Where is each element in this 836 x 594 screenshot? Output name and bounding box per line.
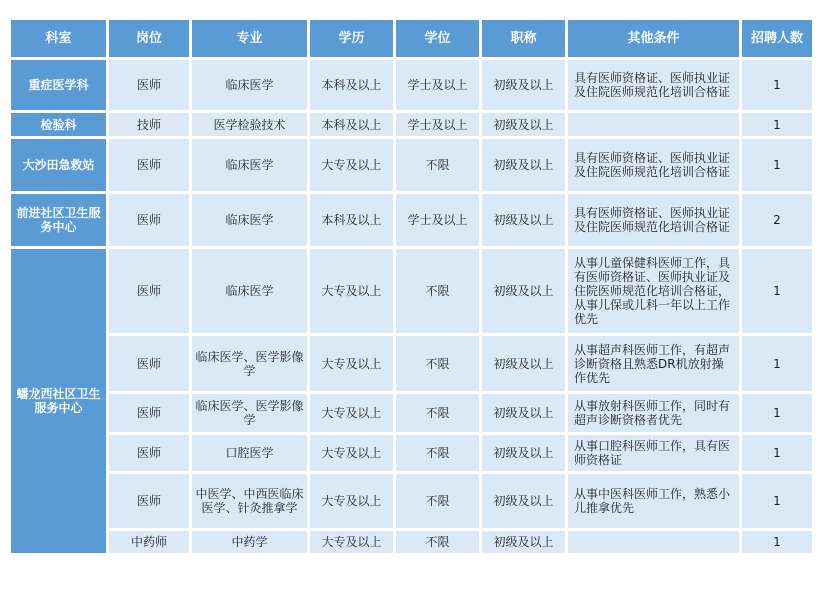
degree-cell: 不限 bbox=[396, 139, 479, 191]
degree-cell: 学士及以上 bbox=[396, 60, 479, 110]
count-cell: 1 bbox=[742, 435, 812, 471]
major-cell: 临床医学 bbox=[192, 194, 307, 246]
count-cell: 2 bbox=[742, 194, 812, 246]
conditions-cell: 从事超声科医师工作，有超声诊断资格且熟悉DR机放射操作优先 bbox=[568, 336, 739, 391]
degree-cell: 不限 bbox=[396, 531, 479, 553]
conditions-cell: 从事口腔科医师工作，具有医师资格证 bbox=[568, 435, 739, 471]
education-cell: 本科及以上 bbox=[310, 60, 393, 110]
education-cell: 大专及以上 bbox=[310, 531, 393, 553]
post-cell: 医师 bbox=[109, 336, 189, 391]
degree-cell: 不限 bbox=[396, 336, 479, 391]
major-cell: 中医学、中西医临床医学、针灸推拿学 bbox=[192, 474, 307, 528]
conditions-cell: 具有医师资格证、医师执业证及住院医师规范化培训合格证 bbox=[568, 139, 739, 191]
table-row bbox=[11, 60, 812, 110]
post-cell: 医师 bbox=[109, 394, 189, 432]
header-conditions: 其他条件 bbox=[568, 20, 739, 57]
major-cell: 医学检验技术 bbox=[192, 113, 307, 136]
title-cell: 初级及以上 bbox=[482, 113, 565, 136]
title-cell: 初级及以上 bbox=[482, 249, 565, 333]
header-count: 招聘人数 bbox=[742, 20, 812, 57]
education-cell: 大专及以上 bbox=[310, 139, 393, 191]
major-cell: 中药学 bbox=[192, 531, 307, 553]
header-dept: 科室 bbox=[11, 20, 106, 57]
major-cell: 临床医学、医学影像学 bbox=[192, 394, 307, 432]
conditions-cell: 从事儿童保健科医师工作，具有医师资格证、医师执业证及住院医师规范化培训合格证，从事儿保或儿科一年以上工作优先 bbox=[568, 249, 739, 333]
conditions-cell: 具有医师资格证、医师执业证及住院医师规范化培训合格证 bbox=[568, 60, 739, 110]
education-cell: 大专及以上 bbox=[310, 474, 393, 528]
header-post: 岗位 bbox=[109, 20, 189, 57]
title-cell: 初级及以上 bbox=[482, 60, 565, 110]
title-cell: 初级及以上 bbox=[482, 531, 565, 553]
degree-cell: 学士及以上 bbox=[396, 113, 479, 136]
post-cell: 医师 bbox=[109, 194, 189, 246]
table-row bbox=[11, 336, 812, 391]
recruitment-table-wrapper bbox=[8, 17, 815, 556]
dept-cell: 检验科 bbox=[11, 113, 106, 136]
major-cell: 临床医学、医学影像学 bbox=[192, 336, 307, 391]
count-cell: 1 bbox=[742, 139, 812, 191]
header-degree: 学位 bbox=[396, 20, 479, 57]
recruitment-table bbox=[8, 17, 815, 556]
table-row bbox=[11, 435, 812, 471]
count-cell: 1 bbox=[742, 394, 812, 432]
degree-cell: 不限 bbox=[396, 435, 479, 471]
post-cell: 中药师 bbox=[109, 531, 189, 553]
header-row bbox=[11, 20, 812, 57]
header-major: 专业 bbox=[192, 20, 307, 57]
header-education: 学历 bbox=[310, 20, 393, 57]
dept-cell: 大沙田急救站 bbox=[11, 139, 106, 191]
count-cell: 1 bbox=[742, 336, 812, 391]
post-cell: 医师 bbox=[109, 249, 189, 333]
count-cell: 1 bbox=[742, 531, 812, 553]
count-cell: 1 bbox=[742, 249, 812, 333]
table-row bbox=[11, 113, 812, 136]
education-cell: 本科及以上 bbox=[310, 194, 393, 246]
count-cell: 1 bbox=[742, 474, 812, 528]
conditions-cell: 从事中医科医师工作，熟悉小儿推拿优先 bbox=[568, 474, 739, 528]
post-cell: 医师 bbox=[109, 139, 189, 191]
degree-cell: 学士及以上 bbox=[396, 194, 479, 246]
education-cell: 本科及以上 bbox=[310, 113, 393, 136]
post-cell: 技师 bbox=[109, 113, 189, 136]
degree-cell: 不限 bbox=[396, 249, 479, 333]
table-row bbox=[11, 474, 812, 528]
table-row bbox=[11, 249, 812, 333]
dept-cell: 重症医学科 bbox=[11, 60, 106, 110]
table-row bbox=[11, 394, 812, 432]
education-cell: 大专及以上 bbox=[310, 336, 393, 391]
title-cell: 初级及以上 bbox=[482, 474, 565, 528]
title-cell: 初级及以上 bbox=[482, 435, 565, 471]
count-cell: 1 bbox=[742, 113, 812, 136]
conditions-cell: 从事放射科医师工作，同时有超声诊断资格者优先 bbox=[568, 394, 739, 432]
post-cell: 医师 bbox=[109, 474, 189, 528]
table-row bbox=[11, 194, 812, 246]
count-cell: 1 bbox=[742, 60, 812, 110]
header-title: 职称 bbox=[482, 20, 565, 57]
title-cell: 初级及以上 bbox=[482, 139, 565, 191]
degree-cell: 不限 bbox=[396, 394, 479, 432]
post-cell: 医师 bbox=[109, 435, 189, 471]
major-cell: 临床医学 bbox=[192, 139, 307, 191]
major-cell: 临床医学 bbox=[192, 60, 307, 110]
post-cell: 医师 bbox=[109, 60, 189, 110]
education-cell: 大专及以上 bbox=[310, 394, 393, 432]
conditions-cell: 具有医师资格证、医师执业证及住院医师规范化培训合格证 bbox=[568, 194, 739, 246]
table-row bbox=[11, 531, 812, 553]
education-cell: 大专及以上 bbox=[310, 435, 393, 471]
dept-cell: 前进社区卫生服务中心 bbox=[11, 194, 106, 246]
major-cell: 临床医学 bbox=[192, 249, 307, 333]
major-cell: 口腔医学 bbox=[192, 435, 307, 471]
dept-cell: 蟠龙西社区卫生服务中心 bbox=[11, 249, 106, 553]
title-cell: 初级及以上 bbox=[482, 336, 565, 391]
education-cell: 大专及以上 bbox=[310, 249, 393, 333]
conditions-cell bbox=[568, 113, 739, 136]
title-cell: 初级及以上 bbox=[482, 194, 565, 246]
title-cell: 初级及以上 bbox=[482, 394, 565, 432]
conditions-cell bbox=[568, 531, 739, 553]
degree-cell: 不限 bbox=[396, 474, 479, 528]
table-row bbox=[11, 139, 812, 191]
